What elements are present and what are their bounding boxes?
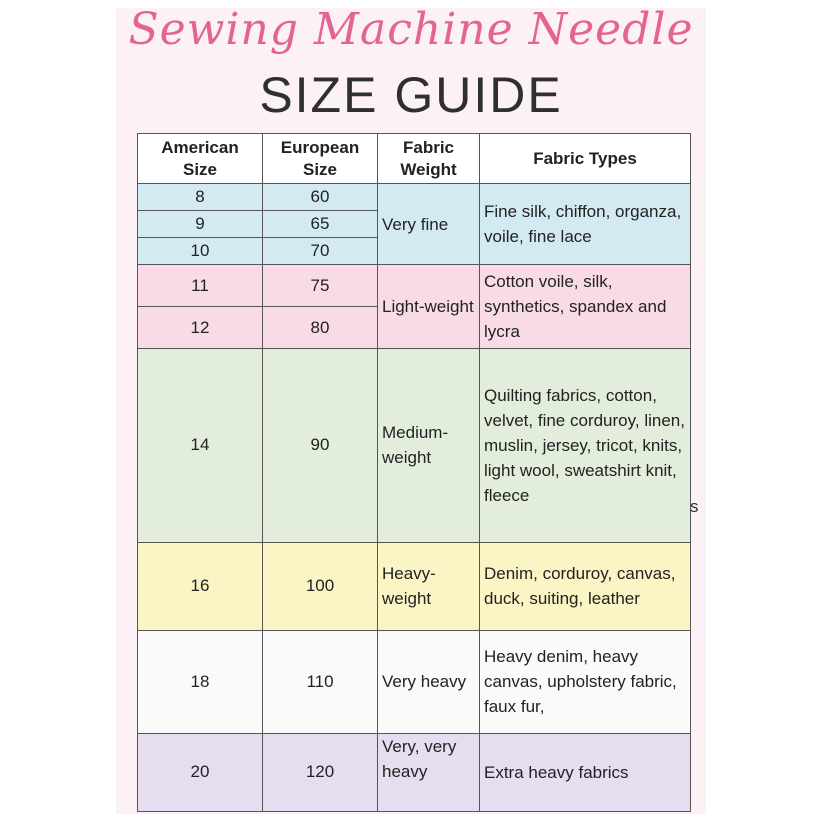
header-row	[138, 134, 691, 184]
fabric-weight-cell: Heavy-weight	[378, 542, 480, 630]
american-size-cell: 12	[138, 307, 263, 349]
american-size-cell: 8	[138, 184, 263, 211]
header-fabric-types: Fabric Types	[480, 134, 691, 184]
table-row	[138, 184, 691, 211]
table-row	[138, 542, 691, 630]
european-size-cell: 65	[263, 211, 378, 238]
american-size-cell: 9	[138, 211, 263, 238]
table-row	[138, 630, 691, 733]
header-fabric-weight: Fabric Weight	[378, 134, 480, 184]
fabric-weight-cell: Very fine	[378, 184, 480, 265]
european-size-cell: 70	[263, 238, 378, 265]
fabric-weight-cell: Very, very heavy	[378, 733, 480, 811]
european-size-cell: 110	[263, 630, 378, 733]
fabric-weight-cell: Medium-weight	[378, 349, 480, 542]
fabric-weight-cell: Very heavy	[378, 630, 480, 733]
fabric-types-cell: Heavy denim, heavy canvas, upholstery fabric, faux fur,	[480, 630, 691, 733]
main-title: SIZE GUIDE	[259, 67, 563, 123]
stray-text-fragment: s	[690, 497, 699, 516]
european-size-cell: 100	[263, 542, 378, 630]
table-row	[138, 265, 691, 307]
fabric-weight-cell: Light-weight	[378, 265, 480, 349]
fabric-types-cell: Denim, corduroy, canvas, duck, suiting, leather	[480, 542, 691, 630]
american-size-cell: 18	[138, 630, 263, 733]
fabric-types-cell: Extra heavy fabrics	[480, 733, 691, 811]
american-size-cell: 16	[138, 542, 263, 630]
needle-size-table	[137, 133, 691, 812]
table-row	[138, 349, 691, 542]
american-size-cell: 10	[138, 238, 263, 265]
european-size-cell: 80	[263, 307, 378, 349]
fabric-types-cell: Cotton voile, silk, synthetics, spandex and lycra	[480, 265, 691, 349]
table-row	[138, 733, 691, 811]
european-size-cell: 60	[263, 184, 378, 211]
fabric-types-cell: Quilting fabrics, cotton, velvet, fine corduroy, linen, muslin, jersey, tricot, knits, light wool, sweatshirt knit, fleece	[480, 349, 691, 542]
american-size-cell: 14	[138, 349, 263, 542]
european-size-cell: 90	[263, 349, 378, 542]
script-title: Sewing Machine Needle	[128, 4, 694, 55]
european-size-cell: 75	[263, 265, 378, 307]
fabric-types-cell: Fine silk, chiffon, organza, voile, fine lace	[480, 184, 691, 265]
header-american-size: American Size	[138, 134, 263, 184]
header-european-size: European Size	[263, 134, 378, 184]
european-size-cell: 120	[263, 733, 378, 811]
american-size-cell: 11	[138, 265, 263, 307]
american-size-cell: 20	[138, 733, 263, 811]
